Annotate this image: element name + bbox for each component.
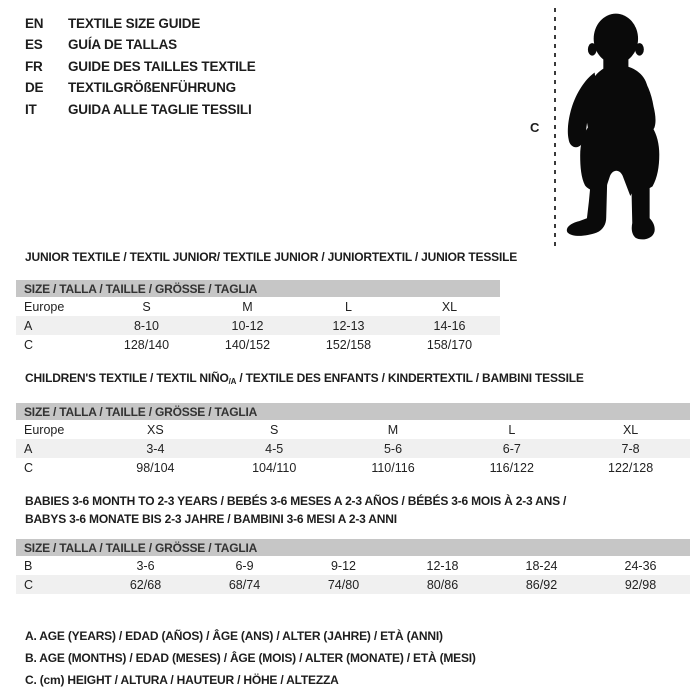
size-header-label: SIZE / TALLA / TAILLE / GRÖSSE / TAGLIA bbox=[16, 280, 500, 297]
table-row bbox=[16, 316, 500, 335]
cell: 24-36 bbox=[624, 558, 657, 573]
measure-label-c: C bbox=[530, 120, 540, 135]
footnote-a: A. AGE (YEARS) / EDAD (AÑOS) / ÂGE (ANS) / ALTER (JAHRE) / ETÀ (ANNI) bbox=[25, 629, 443, 643]
lang-row-fr bbox=[25, 56, 256, 77]
size-header-bar bbox=[16, 280, 500, 297]
cell: M bbox=[387, 422, 399, 437]
cell: 158/170 bbox=[426, 337, 473, 352]
size-header-label: SIZE / TALLA / TAILLE / GRÖSSE / TAGLIA bbox=[16, 539, 690, 556]
row-label: C bbox=[24, 337, 34, 352]
cell: 122/128 bbox=[608, 460, 654, 475]
babies-table-title bbox=[25, 492, 566, 528]
cell: 12-18 bbox=[426, 558, 459, 573]
size-header-bar bbox=[16, 539, 690, 556]
footnote-b: B. AGE (MONTHS) / EDAD (MESES) / ÂGE (MOIS) / ALTER (MONATE) / ETÀ (MESI) bbox=[25, 651, 476, 665]
cell: 12-13 bbox=[298, 316, 399, 335]
table-row bbox=[16, 575, 690, 594]
cell: M bbox=[242, 299, 253, 314]
cell: 3-4 bbox=[96, 439, 215, 458]
babies-title-line2: BABYS 3-6 MONATE BIS 2-3 JAHRE / BAMBINI 3-6 MESI A 2-3 ANNI bbox=[25, 512, 397, 526]
cell: 152/158 bbox=[325, 337, 372, 352]
lang-title: GUÍA DE TALLAS bbox=[68, 37, 177, 53]
row-label: C bbox=[24, 460, 34, 475]
cell: XL bbox=[622, 422, 639, 437]
lang-title: GUIDE DES TAILLES TEXTILE bbox=[68, 58, 256, 74]
babies-title-line1: BABIES 3-6 MONTH TO 2-3 YEARS / BEBÉS 3-6 MESES A 2-3 AÑOS / BÉBÉS 3-6 MOIS À 2-3 ANS / bbox=[25, 494, 567, 508]
row-label: Europe bbox=[24, 422, 65, 437]
cell: S bbox=[270, 422, 279, 437]
lang-code: DE bbox=[25, 80, 44, 96]
table-row bbox=[16, 335, 500, 354]
lang-row-es bbox=[25, 34, 256, 55]
cell: 92/98 bbox=[591, 575, 690, 594]
cell: 4-5 bbox=[215, 439, 334, 458]
lang-row-de bbox=[25, 77, 256, 98]
lang-row-en bbox=[25, 13, 256, 34]
lang-title: TEXTILE SIZE GUIDE bbox=[68, 16, 201, 31]
children-title-part2: / TEXTILE DES ENFANTS / KINDERTEXTIL / BAMBINI TESSILE bbox=[236, 371, 584, 385]
cell: XL bbox=[441, 299, 458, 314]
cell: XS bbox=[147, 422, 164, 437]
cell: 74/80 bbox=[294, 575, 393, 594]
cell: 8-10 bbox=[96, 316, 197, 335]
children-title-sub: /A bbox=[228, 377, 237, 386]
cell: 6-7 bbox=[452, 439, 571, 458]
table-row bbox=[16, 439, 690, 458]
lang-code: EN bbox=[25, 16, 44, 31]
children-table-title bbox=[25, 371, 584, 386]
cell: L bbox=[345, 299, 352, 314]
row-label: A bbox=[16, 316, 96, 335]
cell: 14-16 bbox=[399, 316, 500, 335]
cell: 5-6 bbox=[334, 439, 453, 458]
table-row bbox=[16, 458, 690, 477]
cell: 7-8 bbox=[571, 439, 690, 458]
babies-size-table bbox=[16, 539, 690, 594]
footnote-c: C. (cm) HEIGHT / ALTURA / HAUTEUR / HÖHE / ALTEZZA bbox=[25, 673, 339, 687]
children-title-part1: CHILDREN'S TEXTILE / TEXTIL NIÑO bbox=[25, 371, 229, 385]
cell: 128/140 bbox=[123, 337, 170, 352]
cell: 18-24 bbox=[525, 558, 558, 573]
row-label: Europe bbox=[24, 299, 65, 314]
toddler-silhouette-image bbox=[556, 5, 696, 251]
lang-code: ES bbox=[25, 37, 43, 53]
cell: 116/122 bbox=[489, 460, 534, 475]
lang-code: FR bbox=[25, 58, 43, 74]
lang-row-it bbox=[25, 99, 256, 120]
junior-table-title: JUNIOR TEXTILE / TEXTIL JUNIOR/ TEXTILE JUNIOR / JUNIORTEXTIL / JUNIOR TESSILE bbox=[25, 250, 518, 264]
lang-title: TEXTILGRÖßENFÜHRUNG bbox=[68, 80, 236, 96]
cell: 10-12 bbox=[197, 316, 298, 335]
cell: 86/92 bbox=[492, 575, 591, 594]
cell: 140/152 bbox=[224, 337, 271, 352]
cell: 98/104 bbox=[136, 460, 175, 475]
cell: 80/86 bbox=[393, 575, 492, 594]
cell: 68/74 bbox=[195, 575, 294, 594]
junior-size-table bbox=[16, 280, 500, 354]
row-label: B bbox=[24, 558, 33, 573]
cell: 110/116 bbox=[371, 460, 415, 475]
cell: 104/110 bbox=[252, 460, 297, 475]
table-row bbox=[16, 420, 690, 439]
size-header-bar bbox=[16, 403, 690, 420]
footnote-list bbox=[25, 625, 476, 691]
lang-code: IT bbox=[25, 101, 37, 117]
row-label: A bbox=[16, 439, 96, 458]
cell: L bbox=[508, 422, 516, 437]
cell: 9-12 bbox=[330, 558, 357, 573]
cell: 3-6 bbox=[136, 558, 155, 573]
cell: 6-9 bbox=[235, 558, 254, 573]
cell: 62/68 bbox=[96, 575, 195, 594]
table-row bbox=[16, 297, 500, 316]
language-title-list bbox=[25, 13, 256, 120]
cell: S bbox=[142, 299, 151, 314]
children-size-table bbox=[16, 403, 690, 477]
lang-title: GUIDA ALLE TAGLIE TESSILI bbox=[68, 101, 252, 117]
row-label: C bbox=[16, 575, 96, 594]
size-header-label: SIZE / TALLA / TAILLE / GRÖSSE / TAGLIA bbox=[16, 403, 690, 420]
table-row bbox=[16, 556, 690, 575]
